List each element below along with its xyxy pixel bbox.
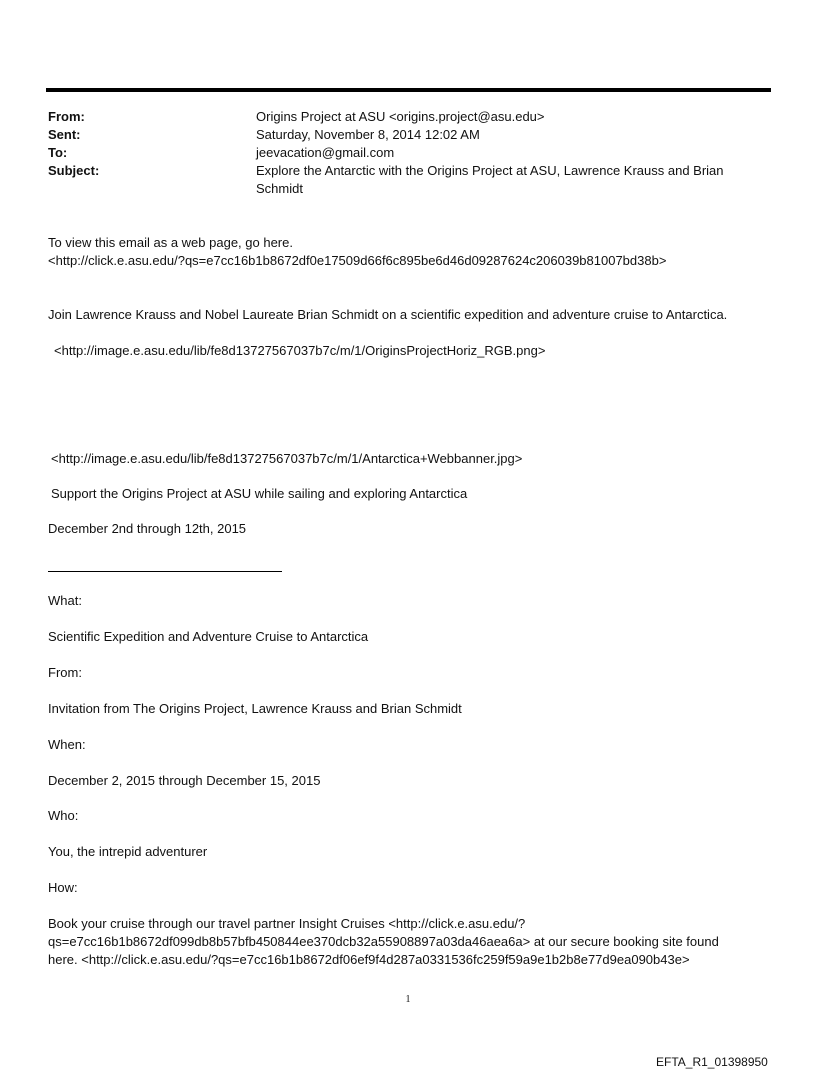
join-line: Join Lawrence Krauss and Nobel Laureate Brian Schmidt on a scientific expedition and adventure cruise to Antarctica. [48, 307, 728, 322]
view-web-line: To view this email as a web page, go here. [48, 235, 293, 250]
banner-image-link[interactable]: <http://image.e.asu.edu/lib/fe8d13727567037b7c/m/1/Antarctica+Webbanner.jpg> [51, 451, 523, 466]
bates-id: EFTA_R1_01398950 [656, 1055, 768, 1069]
view-web-link[interactable]: <http://click.e.asu.edu/?qs=e7cc16b1b8672df0e17509d66f6c895be6d46d09287624c206039b81007bd38b> [48, 253, 667, 268]
what-value: Scientific Expedition and Adventure Cruise to Antarctica [48, 629, 369, 644]
who-label: Who: [48, 808, 79, 823]
when-label: When: [48, 737, 86, 752]
to-value: jeevacation@gmail.com [256, 145, 395, 160]
what-label: What: [48, 593, 82, 608]
section-divider [48, 571, 282, 572]
sent-label: Sent: [48, 127, 81, 142]
to-label: To: [48, 145, 68, 160]
how-value: Book your cruise through our travel partner Insight Cruises <http://click.e.asu.edu/?qs=e7cc16b1b8672df099db8b57bfb450844ee370dcb32a55908897a03da46aea6a> at our secure booking site found here. <http://click.e.asu.edu/?qs=e7cc16b1b8672df06ef9f4d287a0331536fc259f59a9e1b2b8e77d9ea090b43e> [48, 916, 719, 967]
subject-label: Subject: [48, 163, 100, 178]
dates-line: December 2nd through 12th, 2015 [48, 521, 247, 536]
from-label: From: [48, 109, 85, 124]
from-value: Origins Project at ASU <origins.project@asu.edu> [256, 109, 545, 124]
from-body-value: Invitation from The Origins Project, Lawrence Krauss and Brian Schmidt [48, 701, 462, 716]
who-value: You, the intrepid adventurer [48, 844, 208, 859]
page-number: 1 [405, 994, 411, 1005]
logo-image-link[interactable]: <http://image.e.asu.edu/lib/fe8d13727567037b7c/m/1/OriginsProjectHoriz_RGB.png> [54, 343, 546, 358]
subject-value: Explore the Antarctic with the Origins Project at ASU, Lawrence Krauss and Brian Schmidt [256, 163, 724, 196]
support-line: Support the Origins Project at ASU while sailing and exploring Antarctica [51, 486, 468, 501]
when-value: December 2, 2015 through December 15, 2015 [48, 773, 321, 788]
how-label: How: [48, 880, 78, 895]
sent-value: Saturday, November 8, 2014 12:02 AM [256, 127, 480, 142]
from-body-label: From: [48, 665, 82, 680]
header-rule [46, 88, 771, 92]
